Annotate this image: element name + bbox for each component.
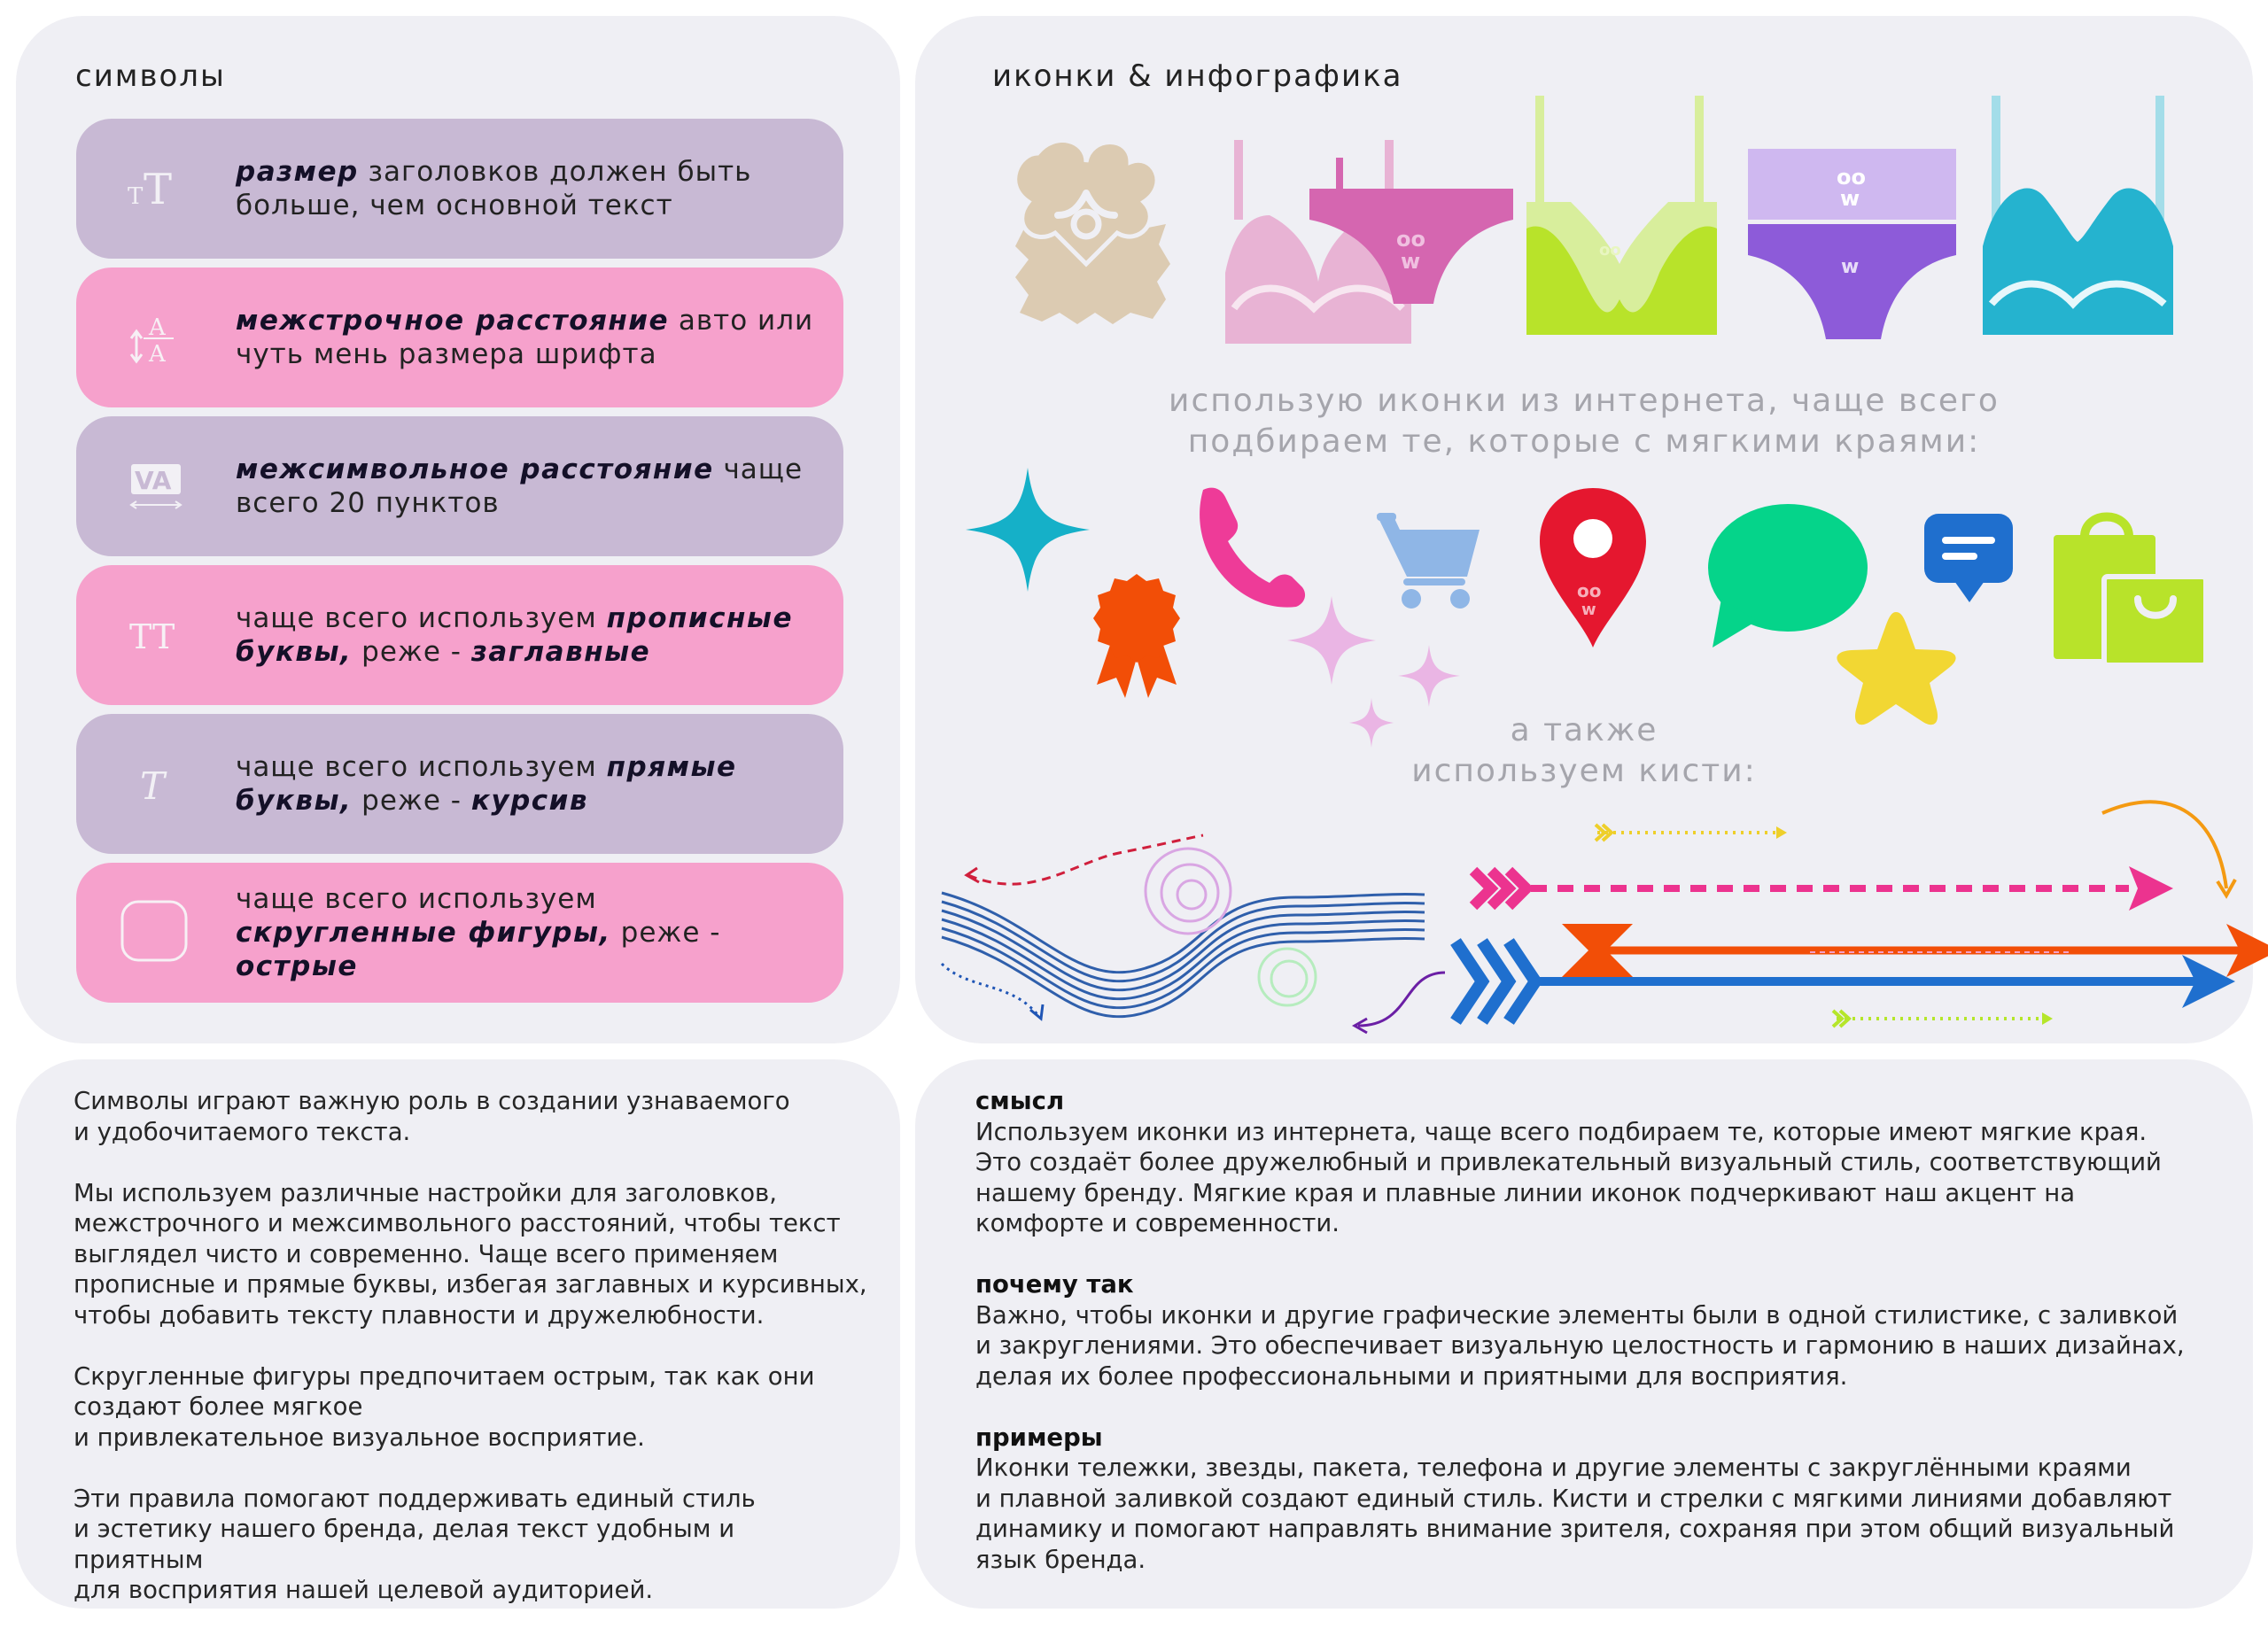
svg-text:w: w <box>1401 249 1421 274</box>
section-examples <box>975 1423 2233 1576</box>
svg-text:T: T <box>144 165 173 214</box>
chat-icon <box>1921 510 2018 608</box>
lime-bra-icon <box>1518 96 1730 344</box>
spiral-icon <box>1146 849 1231 934</box>
arrows-group <box>1447 764 2253 1057</box>
icons-panel <box>915 16 2253 1043</box>
svg-text:oo: oo <box>1599 241 1621 260</box>
svg-text:w: w <box>1840 186 1860 211</box>
svg-text:w: w <box>1581 601 1596 619</box>
section-heading: смысл <box>975 1087 1065 1115</box>
svg-text:oo: oo <box>1837 165 1866 190</box>
sparkle-icon <box>961 463 1094 596</box>
shopping-cart-icon <box>1371 508 1487 614</box>
icons-caption: использую иконки из интернета, чаще всего подбираем те, которые с мягкими краями: <box>1169 383 2000 460</box>
section-body: Иконки тележки, звезды, пакета, телефона и другие элементы с закруглёнными краями и плавной заливкой создают единый стиль. Кисти и стрелки с мягкими линиями добавляют динамику и помогают направлять внимание зрителя, сохраняя при этом общий визуальный язык бренда. <box>975 1454 2175 1574</box>
rule-text: чаще всего используем прямые буквы, реже - курсив <box>236 751 737 817</box>
section-heading: почему так <box>975 1270 1134 1299</box>
text-size-icon <box>119 149 198 229</box>
svg-text:T: T <box>140 764 166 808</box>
panty-icon <box>1309 158 1522 308</box>
dotted-curve-arrow <box>942 964 1039 1017</box>
symbols-title: символы <box>75 58 226 94</box>
rule-text: межсимвольное расстояние чаще всего 20 пунктов <box>236 454 804 519</box>
rule-text: чаще всего используем скругленные фигуры, реже - острые <box>236 883 721 982</box>
lowercase-icon <box>119 595 198 675</box>
icons-description-panel <box>915 1059 2253 1609</box>
phone-icon <box>1185 481 1309 609</box>
award-badge-icon <box>1088 570 1185 702</box>
brushes-group <box>942 813 1491 1052</box>
symbols-description-panel <box>16 1059 900 1609</box>
section-why <box>975 1269 2233 1392</box>
paragraph: Эти правила помогают поддерживать единый стиль и эстетику нашего бренда, делая текст удобным и приятным для восприятия нашей целевой аудиторией. <box>74 1484 756 1604</box>
rule-italic <box>76 714 843 854</box>
pink-arrow <box>1473 866 2173 911</box>
rule-text: чаще всего используем прописные буквы, реже - заглавные <box>236 602 793 668</box>
shopping-bag-icon <box>2049 501 2218 670</box>
location-pin-icon <box>1535 484 1651 652</box>
rule-lowercase <box>76 565 843 705</box>
rounded-shape-icon <box>119 893 198 973</box>
section-heading: примеры <box>975 1423 1103 1452</box>
line-spacing-icon <box>119 298 198 377</box>
rule-rounded-shapes <box>76 863 843 1003</box>
svg-text:VA: VA <box>135 466 172 495</box>
svg-text:w: w <box>1841 256 1860 278</box>
section-body: Важно, чтобы иконки и другие графические элементы были в одной стилистике, с заливкой и закруглениями. Это обеспечивает визуальную целостность и гармонию в наших дизайнах, делая их более профессиональными и приятными для восприятия. <box>975 1300 2185 1391</box>
icons-title: иконки & инфографика <box>992 58 1403 94</box>
symbols-description <box>74 1086 871 1636</box>
svg-text:TT: TT <box>129 617 175 656</box>
paragraph: Скругленные фигуры предпочитаем острым, так как они создают более мягкое и привлекательное визуальное восприятие. <box>74 1361 815 1452</box>
section-body: Используем иконки из интернета, чаще всего подбираем те, которые имеют мягкие края. Это создаёт более дружелюбный и привлекательный визуальный стиль, соответствующий нашему бренду. Мягкие края и плавные линии иконок подчеркивают наш акцент на комфорте и современности. <box>975 1117 2162 1237</box>
rule-letter-spacing <box>76 416 843 556</box>
rule-text: размер заголовков должен быть больше, чем основной текст <box>236 156 752 221</box>
rule-text-size <box>76 119 843 259</box>
icons-description <box>975 1086 2233 1606</box>
svg-text:oo: oo <box>1396 227 1425 252</box>
svg-text:A: A <box>149 314 166 341</box>
letter-spacing-icon <box>119 446 198 526</box>
section-meaning <box>975 1086 2233 1239</box>
svg-text:A: A <box>149 341 166 368</box>
orange-curve-arrow <box>2102 802 2226 888</box>
rule-text: межстрочное расстояние авто или чуть мень размера шрифта <box>236 305 814 370</box>
brushes-caption: а также используем кисти: <box>1411 712 1757 789</box>
wave-lines <box>942 893 1425 1017</box>
svg-text:oo: oo <box>1577 580 1602 601</box>
violet-panty-icon <box>1748 149 1961 344</box>
cyan-bra-icon <box>1974 96 2186 344</box>
rule-line-spacing <box>76 267 843 407</box>
orange-arrow <box>1562 924 2268 977</box>
svg-text:T: T <box>128 183 144 210</box>
purple-curve-arrow <box>1358 973 1445 1026</box>
paragraph: Символы играют важную роль в создании узнаваемого и удобочитаемого текста. <box>74 1087 790 1146</box>
italic-icon <box>119 744 198 824</box>
fabric-icon <box>989 131 1184 335</box>
symbols-panel <box>16 16 900 1043</box>
paragraph: Мы используем различные настройки для заголовков, межстрочного и межсимвольного расстояний, чтобы текст выглядел чисто и современно. Чаще всего применяем прописные и прямые буквы, избегая заглавных и курсивных, чтобы добавить тексту плавности и дружелюбности. <box>74 1178 867 1330</box>
circle-arrow-icon <box>1259 949 1316 1005</box>
